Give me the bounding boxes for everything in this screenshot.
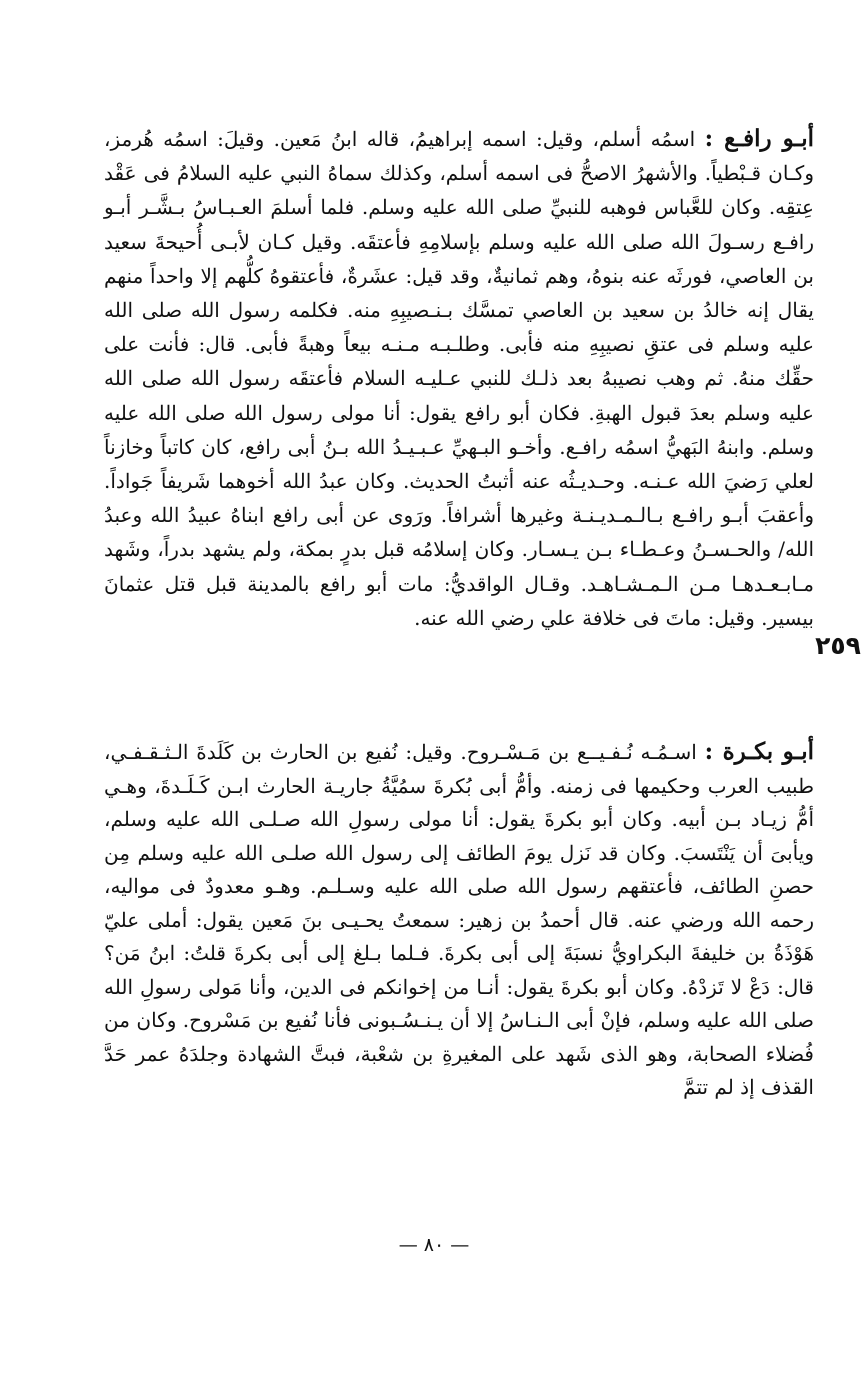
margin-line-number: ٢٥٩: [815, 631, 861, 660]
entry-headword: أبـو بكـرة :: [704, 738, 815, 765]
entry-abu-rafi: [104, 122, 814, 635]
entry-text: اسـمُـه نُـفـيــع بن مَـسْـروح. وقيل: نُفيع بن الحارث بن كَلَدةَ الـثـقـفـي، طبيب العرب وحكيمها فى زمنه. وأمُّ أبى بُكرةَ سمُيَّةُ جاريـة الحارث ابـن كَـلَـدةَ، وهـي أمُّ زيـاد بـن أبيه. وكان أبو بكرةَ يقول: أنا مولى رسولِ الله صـلـى الله عليه وسلم، ويأبىَ أن يَنْتَسبَ. وكان قد نَزل يومَ الطائف إلى رسول الله صلـى الله عليه وسلم مِن حصنِ الطائف، فأعتقهم رسول الله صلى الله عليه وسـلـم. وهـو معدودٌ فى مواليه، رحمه الله ورضي عنه. قال أحمدُ بن زهير: سمعتُ يحـيـى بنَ مَعين يقول: أملى عليّ هَوْذَةُ بن خليفةَ البكراويُّ نسبَةَ إلى أبى بكرةَ. فـلما بـلغ إلى أبى بكرةَ قلتُ: ابنُ مَن؟ قال: دَعْ لا تَزدْهُ. وكان أبو بكرةَ يقول: أنـا من إخوانكم فى الدين، وأنا مَولى رسولِ الله صلى الله عليه وسلم، فإنْ أبى الـنـاسُ إلا أن يـنـسُـبونى فأنا نُفيع بن مَسْروح. وكان من فُضلاء الصحابة، وهو الذى شَهد على المغيرةِ بن شعْبة، فبتَّ الشهادة وجلدَهُ عمر حَدَّ القذف إذ لم تتمَّ: [104, 740, 814, 1099]
page-number: — ٨٠ —: [398, 1234, 470, 1256]
entry-text: اسمُه أسلم، وقيل: اسمه إبراهيمُ، قاله ابنُ مَعين. وقيلَ: اسمُه هُرمز، وكـان قـبْطياً. والأشهرُ الاصحُّ فى اسمه أسلم، وكذلك سماهُ النبي عليه السلامُ فى عَقْد عِتقِه. وكان للعَّباس فوهبه للنبيِّ صلى الله عليه وسلم. فلما أسلمَ العـبـاسُ بـشَّـر أبـو رافـع رسـولَ الله صلى الله عليه وسلم بإسلامِهِ فأعتقَه. وقيل كـان لأبـى أُحيحةَ سعيد بن العاصي، فورثَه عنه بنوهُ، وهم ثمانيةٌ، وقد قيل: عشَرةٌ، فأعتقوهُ كلُّهم إلا واحداً منهم يقال إنه خالدُ بن سعيد بن العاصي تمسَّك بـنـصيبِهِ منه. فكلمه رسول الله صلى الله عليه وسلم فى عتقِ نصيبِهِ منه فأبى. وطلـبـه مـنـه بيعاً وهبةً فأبى. قال: فأنت على حقِّك منهُ. ثم وهب نصيبهُ بعد ذلـك للنبي عـليـه السلام فأعتقَه رسول الله صلى الله عليه وسلم بعدَ قبول الهبةِ. فكان أبو رافع يقول: أنا مولى رسول الله صلى الله عليه وسلم. وابنهُ البَهيُّ اسمُه رافـع. وأخـو البـهيِّ عـبـيـدُ الله بـنُ أبى رافع، كان كاتباً وخازناً لعلي رَضيَ الله عـنـه. وحـديـثُه عنه أثبتُ الحديث. وكان عبدُ الله أخوهما شَريفاً جَواداً. وأعقبَ أبـو رافـع بـالـمـديـنـة وغيرها أشرافاً. ورَوى عن أبى رافع ابناهُ عبيدُ الله وعبدُ الله/ والحـسـنُ وعـطـاء بـن يـسـار. وكان إسلامُه قبل بدرٍ بمكة، ولم يشهد بدراً، وشَهد مـابـعـدهـا مـن الـمـشـاهـد. وقـال الواقديُّ: مات أبو رافع بالمدينة قبل قتل عثمانَ بيسير. وقيل: ماتَ فى خلافة علي رضي الله عنه.: [104, 127, 815, 630]
entry-headword: أبـو رافـع :: [704, 125, 815, 152]
entry-abu-bakra: [104, 735, 814, 1105]
